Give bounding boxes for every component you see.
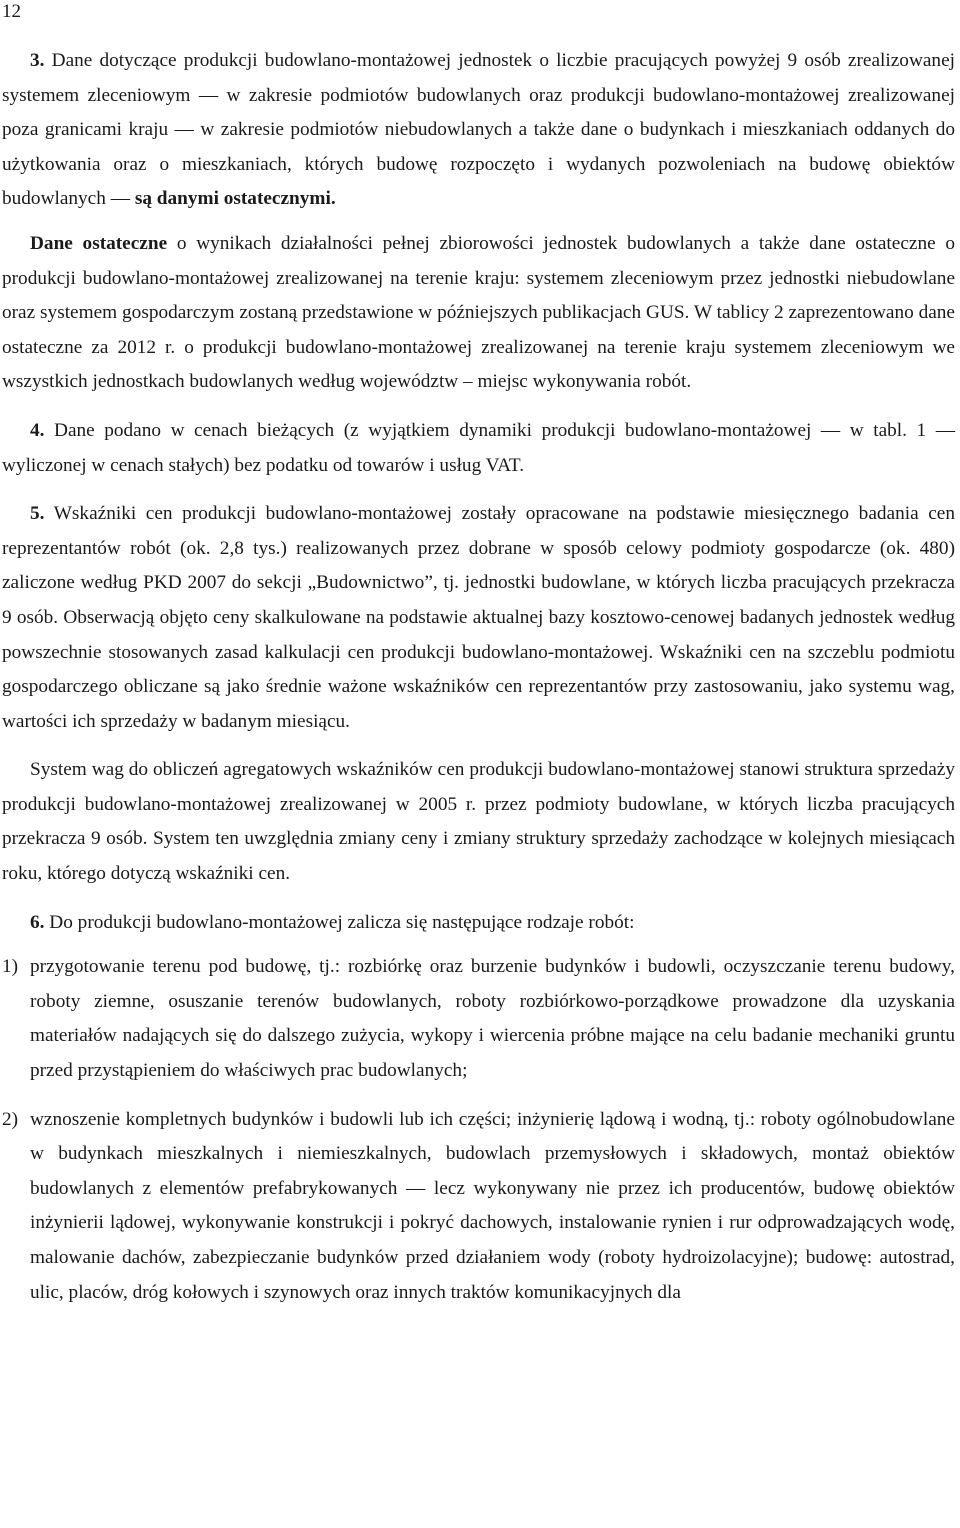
list-item-1 [2,950,955,1088]
final-data-text: o wynikach działalności pełnej zbiorowości jednostek budowlanych a także dane ostateczne o produkcji budowlano-montażowej zrealizowanej na terenie kraju: systemem zleceniowym przez jednostki niebudowlane oraz systemem gospodarczym zostaną przedstawione w późniejszych publikacjach GUS. W tablicy 2 zaprezentowano dane ostateczne za 2012 r. o produkcji budowlano-montażowej zrealizowanej na terenie kraju systemem zleceniowym we wszystkich jednostkach budowlanych według województw – miejsc wykonywania robót. [2,232,955,393]
section-5-paragraph [2,497,955,739]
list-item-2 [2,1103,955,1311]
section-3-number: 3. [30,50,45,71]
weights-paragraph [2,753,955,891]
list-item-1-marker: 1) [2,956,19,978]
list-item-2-marker: 2) [2,1108,19,1130]
section-4-number: 4. [30,419,45,441]
section-6-number: 6. [30,911,45,933]
list-item-1-text: przygotowanie terenu pod budowę, tj.: rozbiórkę oraz burzenie budynków i budowli, oczyszczanie terenu budowy, roboty ziemne, osuszanie terenów budowlanych, roboty rozbiórkowo-porządkowe prowadzone dla uzyskania materiałów nadających się do dalszego zużycia, wykopy i wiercenia próbne mające na celu badanie mechaniki gruntu przed przystąpieniem do właściwych prac budowlanych; [30,956,955,1082]
page-number: 12 [2,1,21,22]
section-5-number: 5. [30,503,45,525]
section-3-bold-end: są danymi ostatecznymi. [134,188,336,210]
section-6-text: Do produkcji budowlano-montażowej zalicza się następujące rodzaje robót: [49,911,635,933]
section-3-text: Dane dotyczące produkcji budowlano-montażowej jednostek o liczbie pracujących powyżej 9 osób zrealizowanej systemem zleceniowym — w zakresie podmiotów budowlanych oraz produkcji budowlano-montażowej zrealizowanej poza granicami kraju — w zakresie podmiotów niebudowlanych a także dane o budynkach i mieszkaniach oddanych do użytkowania oraz o mieszkaniach, których budowę rozpoczęto i wydanych pozwoleniach na budowę obiektów budowlanych — [2,50,955,210]
document-body [2,44,955,1310]
final-data-bold-start: Dane ostateczne [30,232,168,254]
final-data-paragraph [2,227,955,400]
section-4-paragraph [2,414,955,483]
list-item-2-text: wznoszenie kompletnych budynków i budowli lub ich części; inżynierię lądową i wodną, tj.: roboty ogólnobudowlane w budynkach mieszkalnych i niemieszkalnych, budowlach przemysłowych i składowych, montaż obiektów budowlanych z elementów prefabrykowanych — lecz wykonywany nie przez ich producentów, budowę obiektów inżynierii lądowej, wykonywanie konstrukcji i pokryć dachowych, instalowanie rynien i rur odprowadzających wodę, malowanie dachów, zabezpieczanie budynków przed działaniem wody (roboty hydroizolacyjne); budowę: autostrad, ulic, placów, dróg kołowych i szynowych oraz innych traktów komunikacyjnych dla [30,1108,955,1303]
weights-text: System wag do obliczeń agregatowych wskaźników cen produkcji budowlano-montażowej stanowi struktura sprzedaży produkcji budowlano-montażowej zrealizowanej w 2005 r. przez podmioty budowlane, w których liczba pracujących przekracza 9 osób. System ten uwzględnia zmiany ceny i zmiany struktury sprzedaży zachodzące w kolejnych miesiącach roku, którego dotyczą wskaźniki cen. [2,759,955,885]
section-5-text: Wskaźniki cen produkcji budowlano-montażowej zostały opracowane na podstawie miesięcznego badania cen reprezentantów robót (ok. 2,8 tys.) realizowanych przez dobrane w sposób celowy podmioty gospodarcze (ok. 480) zaliczone według PKD 2007 do sekcji „Budownictwo”, tj. jednostki budowlane, w których liczba pracujących przekracza 9 osób. Obserwacją objęto ceny skalkulowane na podstawie aktualnej bazy kosztowo-cenowej badanych jednostek według powszechnie stosowanych zasad kalkulacji cen produkcji budowlano-montażowej. Wskaźniki cen na szczeblu podmiotu gospodarczego obliczane są jako średnie ważone wskaźników cen reprezentantów przy zastosowaniu, jako systemu wag, wartości ich sprzedaży w badanym miesiącu. [2,503,955,732]
section-4-text: Dane podano w cenach bieżących (z wyjątkiem dynamiki produkcji budowlano-montażowej — w tabl. 1 — wyliczonej w cenach stałych) bez podatku od towarów i usług VAT. [2,419,955,476]
section-6-paragraph [2,906,955,941]
section-3-paragraph [2,44,955,217]
